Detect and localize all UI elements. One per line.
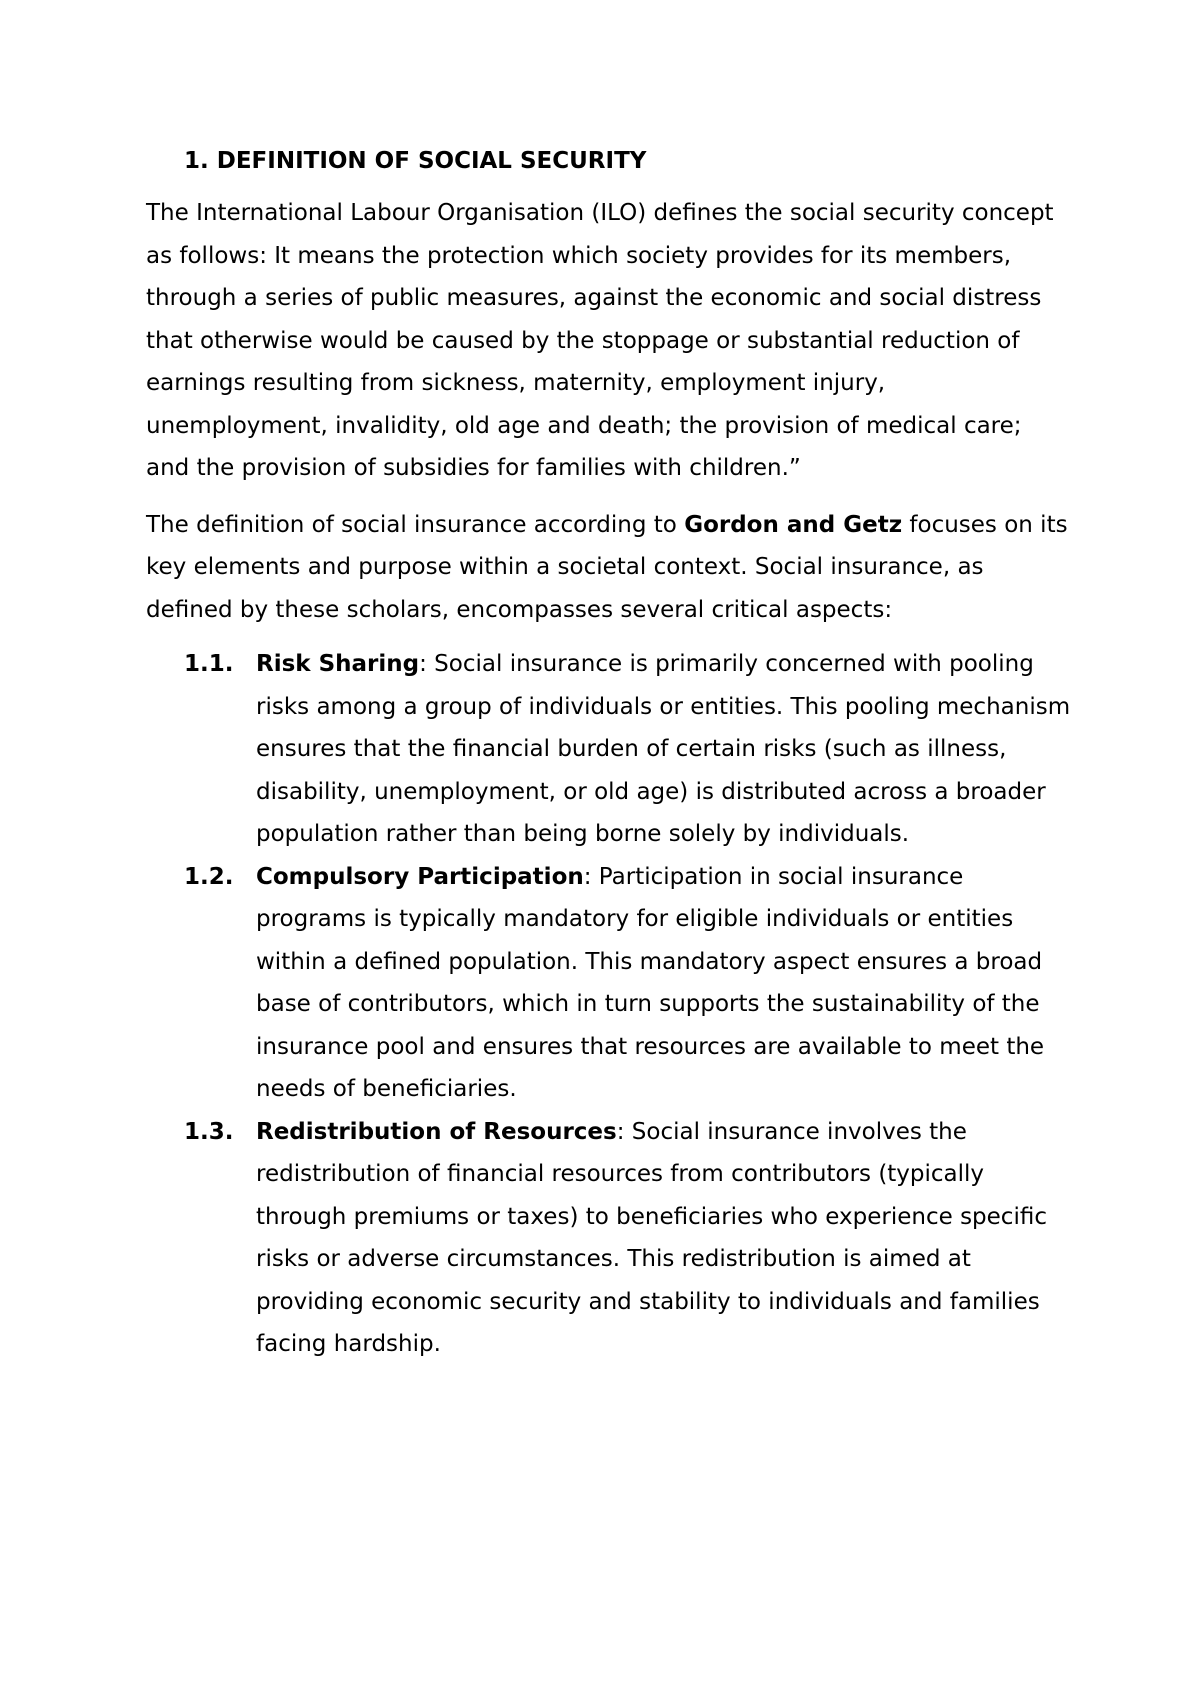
paragraph-text-after: focuses on its key elements and purpose within a societal context. Social insurance, as defined by these scholars, encompasses several critical aspects: <box>146 511 1068 623</box>
list-item-term: Risk Sharing <box>256 651 420 677</box>
list-item-text: : Participation in social insurance programs is typically mandatory for eligible individuals or entities within a defined population. This mandatory aspect ensures a broad base of contributors, which in turn supports the sustainability of the insurance pool and ensures that resources are available to meet the needs of beneficiaries. <box>256 863 1045 1102</box>
list-item-risk-sharing <box>146 643 1071 856</box>
list-item-term: Redistribution of Resources <box>256 1118 617 1145</box>
author-names: Gordon and Getz <box>684 511 903 538</box>
list-item-number: 1.3. <box>184 1118 234 1145</box>
document-body <box>146 140 1071 1366</box>
list-item-compulsory-participation <box>146 856 1071 1111</box>
list-item-redistribution <box>146 1111 1071 1366</box>
list-item-number: 1.1. <box>184 651 234 677</box>
gordon-getz-paragraph <box>146 504 1071 632</box>
ilo-definition-paragraph: The International Labour Organisation (ILO) defines the social security concept as follows: It means the protection which society provides for its members, through a series of public measures, against the economic and social distress that otherwise would be caused by the stoppage or substantial reduction of earnings resulting from sickness, maternity, employment injury, unemployment, invalidity, old age and death; the provision of medical care; and the provision of subsidies for families with children.” <box>146 200 1054 481</box>
section-heading: 1. DEFINITION OF SOCIAL SECURITY <box>184 148 647 174</box>
list-item-term: Compulsory Participation <box>256 863 584 890</box>
list-item-text: : Social insurance involves the redistribution of financial resources from contributors (typically through premiums or taxes) to beneficiaries who experience specific risks or adverse circumstances. This redistribution is aimed at providing economic security and stability to individuals and families facing hardship. <box>256 1118 1047 1357</box>
paragraph-text-before: The definition of social insurance according to <box>146 511 685 538</box>
list-item-text: : Social insurance is primarily concerned with pooling risks among a group of individuals or entities. This pooling mechanism ensures that the financial burden of certain risks (such as illness, disability, unemployment, or old age) is distributed across a broader population rather than being borne solely by individuals. <box>256 651 1071 847</box>
list-item-number: 1.2. <box>184 863 234 890</box>
aspects-list <box>146 643 1071 1366</box>
